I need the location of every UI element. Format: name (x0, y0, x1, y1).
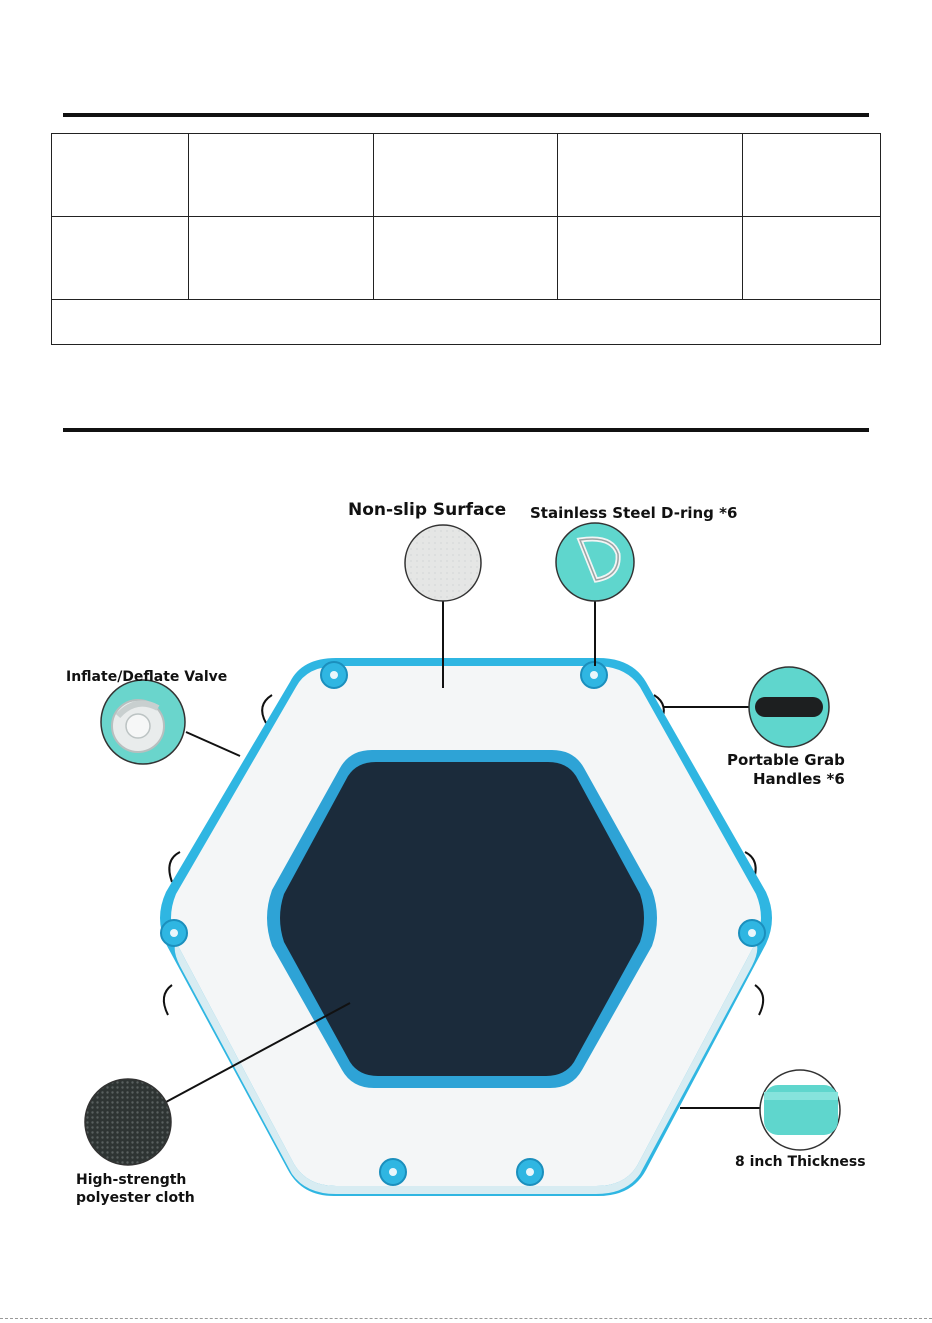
top-rule (63, 113, 869, 117)
table-footer-cell (52, 300, 881, 345)
grab-handle-detail-icon (749, 667, 829, 747)
table-cell (558, 134, 743, 217)
table-row (52, 217, 881, 300)
cloth-label-line1: High-strength (76, 1172, 187, 1188)
table-cell (189, 134, 374, 217)
thickness-icon (760, 1070, 840, 1150)
float-illustration (0, 480, 932, 1240)
table-cell (558, 217, 743, 300)
product-figure (0, 480, 932, 1240)
valve-icon (101, 680, 185, 764)
grab-handles-label-line2: Handles *6 (753, 770, 845, 788)
non-slip-surface-label: Non-slip Surface (348, 500, 507, 520)
table-cell (743, 134, 881, 217)
thickness-label: 8 inch Thickness (735, 1154, 866, 1170)
polyester-cloth-icon (84, 1078, 174, 1168)
cloth-label-line2: polyester cloth (76, 1190, 195, 1206)
non-slip-surface-icon (400, 520, 486, 606)
grab-handles-label-line1: Portable Grab (727, 751, 845, 769)
section-rule (63, 428, 869, 432)
table-cell (743, 217, 881, 300)
page-edge-line (0, 1318, 932, 1319)
table-cell (374, 217, 558, 300)
d-ring-label: Stainless Steel D-ring *6 (530, 504, 738, 522)
table-row (52, 134, 881, 217)
table-row (52, 300, 881, 345)
spec-table (51, 133, 881, 345)
table-cell (374, 134, 558, 217)
d-ring-icon (556, 523, 634, 601)
table-cell (52, 134, 189, 217)
valve-label: Inflate/Deflate Valve (66, 669, 228, 685)
table-cell (189, 217, 374, 300)
table-cell (52, 217, 189, 300)
